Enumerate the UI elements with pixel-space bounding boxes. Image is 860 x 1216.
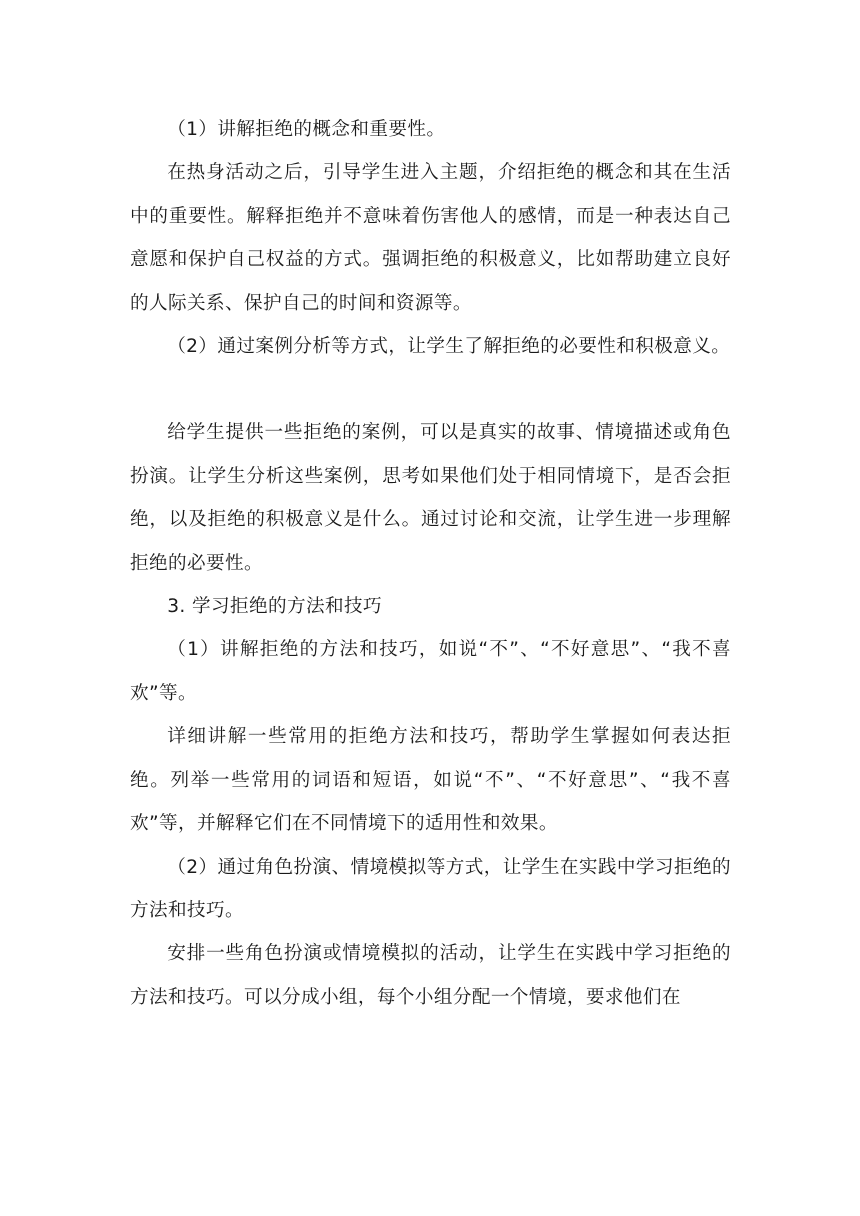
paragraph-case-analysis: 给学生提供一些拒绝的案例，可以是真实的故事、情境描述或角色扮演。让学生分析这些案例，思考如果他们处于相同情境下，是否会拒绝，以及拒绝的积极意义是什么。通过讨论和交流，让学生进一步理解拒绝的必要性。 xyxy=(130,422,731,574)
blank-line xyxy=(130,368,731,411)
subheading-case-analysis: （2）通过案例分析等方式，让学生了解拒绝的必要性和积极意义。 xyxy=(167,336,731,358)
subheading-explain-concept: （1）讲解拒绝的概念和重要性。 xyxy=(167,119,446,140)
subheading-explain-methods: （1）讲解拒绝的方法和技巧，如说“不”、“不好意思”、“我不喜欢”等。 xyxy=(130,639,731,704)
subheading-role-play: （2）通过角色扮演、情境模拟等方式，让学生在实践中学习拒绝的方法和技巧。 xyxy=(130,856,731,921)
paragraph-role-play: 安排一些角色扮演或情境模拟的活动，让学生在实践中学习拒绝的方法和技巧。可以分成小组，每个小组分配一个情境，要求他们在 xyxy=(130,943,731,1008)
section-heading-methods: 3. 学习拒绝的方法和技巧 xyxy=(167,596,382,618)
paragraph-methods-detail: 详细讲解一些常用的拒绝方法和技巧，帮助学生掌握如何表达拒绝。列举一些常用的词语和短语，如说“不”、“不好意思”、“我不喜欢”等，并解释它们在不同情境下的适用性和效果。 xyxy=(130,726,731,835)
document-body xyxy=(130,108,731,1019)
paragraph-concept-intro: 在热身活动之后，引导学生进入主题，介绍拒绝的概念和其在生活中的重要性。解释拒绝并不意味着伤害他人的感情，而是一种表达自己意愿和保护自己权益的方式。强调拒绝的积极意义，比如帮助建立良好的人际关系、保护自己的时间和资源等。 xyxy=(130,162,731,314)
